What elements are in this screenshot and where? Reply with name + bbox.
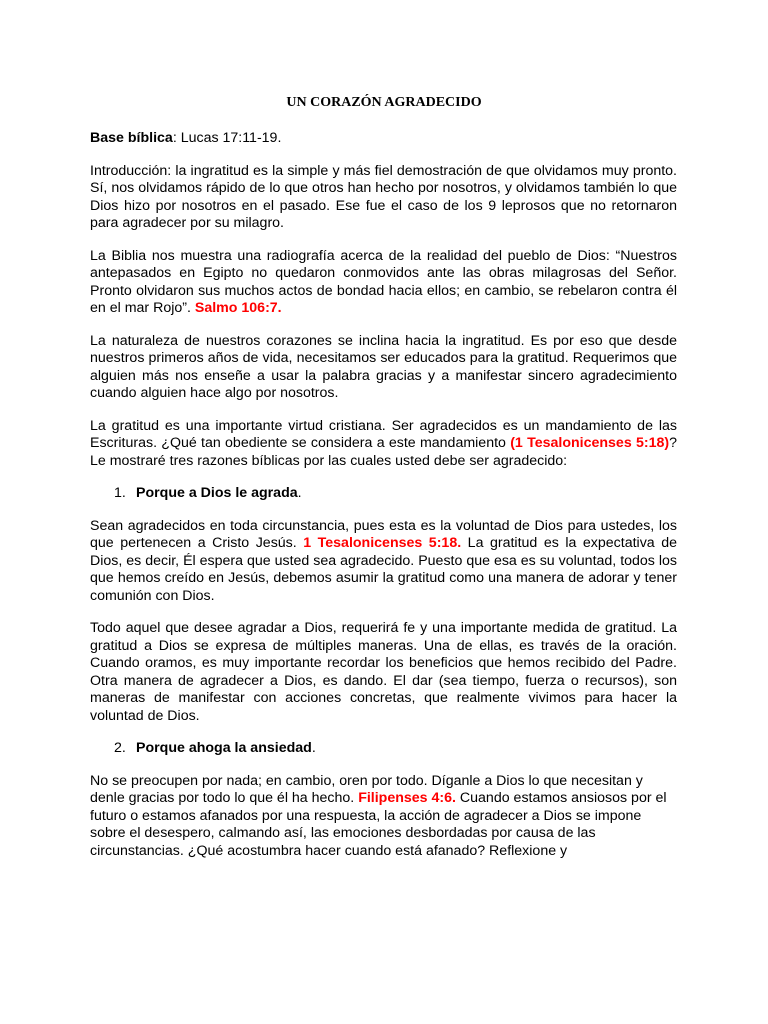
paragraph-4 — [90, 518, 677, 606]
list-item-2 — [90, 740, 677, 758]
base-text: : Lucas 17:11-19. — [172, 130, 282, 146]
paragraph-5-text: Todo aquel que desee agradar a Dios, requerirá fe y una importante medida de gratitud. La gratitud a Dios se expresa de múltiples maneras. Una de ellas, es través de la oración. Cuando oramos, es muy importante recordar los beneficios que hemos recibido del Padre. Otra manera de agradecer a Dios, es dando. El dar (sea tiempo, fuerza o recursos), son maneras de manifestar con acciones concretas, que realmente vivimos para hacer la voluntad de Dios. — [90, 620, 677, 724]
paragraph-2 — [90, 333, 677, 403]
list-item-end: . — [297, 485, 302, 501]
paragraph-6 — [90, 773, 677, 861]
paragraph-3 — [90, 418, 677, 471]
base-biblica — [90, 130, 677, 148]
paragraph-4-text: Sean agradecidos en toda circunstancia, pues esta es la voluntad de Dios para ustedes, los que pertenecen a Cristo Jesús. — [90, 517, 677, 551]
list-number: 1. — [114, 485, 126, 501]
intro-paragraph — [90, 163, 677, 233]
scripture-ref: (1 Tesalonicenses 5:18) — [510, 435, 670, 451]
paragraph-6-after: Cuando estamos ansiosos por el futuro o estamos afanados por una respuesta, la acción de agradecer a Dios se impone sobre el desespero, calmando así, las emociones desbordadas por causa de las circunstancias. ¿Qué acostumbra hacer cuando está afanado? Reflexione y — [90, 790, 667, 859]
document-title: UN CORAZÓN AGRADECIDO — [286, 95, 482, 110]
paragraph-1-text: La Biblia nos muestra una radiografía acerca de la realidad del pueblo de Dios: “Nuestros antepasados en Egipto no quedaron conmovidos ante las obras milagrosas del Señor. Pronto olvidaron sus muchos actos de bondad hacia ellos; en cambio, se rebelaron contra él en el mar Rojo”. — [90, 247, 677, 316]
paragraph-1 — [90, 248, 677, 318]
list-item-1 — [90, 485, 677, 503]
list-item-end: . — [311, 740, 316, 756]
paragraph-5 — [90, 620, 677, 725]
paragraph-3-after: ? Le mostraré tres razones bíblicas por las cuales usted debe ser agradecido: — [90, 435, 677, 469]
intro-text: Introducción: la ingratitud es la simple y más fiel demostración de que olvidamos muy pronto. Sí, nos olvidamos rápido de lo que otros han hecho por nosotros, y olvidamos también lo que Dios hizo por nosotros en el pasado. Ese fue el caso de los 9 leprosos que no retornaron para agradecer por su milagro. — [90, 162, 677, 231]
paragraph-2-text: La naturaleza de nuestros corazones se inclina hacia la ingratitud. Es por eso que desde nuestros primeros años de vida, necesitamos ser educados para la gratitud. Requerimos que alguien más nos enseñe a usar la palabra gracias y a manifestar sincero agradecimiento cuando alguien hace algo por nosotros. — [90, 332, 677, 401]
scripture-ref: Filipenses 4:6. — [358, 790, 456, 806]
paragraph-6-text: No se preocupen por nada; en cambio, oren por todo. Díganle a Dios lo que necesitan y denle gracias por todo lo que él ha hecho. — [90, 772, 643, 806]
list-number: 2. — [114, 740, 126, 756]
list-item-label: Porque ahoga la ansiedad — [136, 740, 312, 756]
list-item-label: Porque a Dios le agrada — [136, 485, 298, 501]
scripture-ref: 1 Tesalonicenses 5:18. — [303, 535, 462, 551]
document-body — [90, 130, 677, 875]
paragraph-4-after: La gratitud es la expectativa de Dios, es decir, Él espera que usted sea agradecido. Puesto que esa es su voluntad, todos los que hemos creído en Jesús, debemos asumir la gratitud como una manera de adorar y tener comunión con Dios. — [90, 535, 677, 604]
base-label: Base bíblica — [90, 130, 173, 146]
scripture-ref: Salmo 106:7. — [194, 300, 282, 316]
paragraph-3-text: La gratitud es una importante virtud cristiana. Ser agradecidos es un mandamiento de las Escrituras. ¿Qué tan obediente se considera a este mandamiento — [90, 417, 677, 451]
